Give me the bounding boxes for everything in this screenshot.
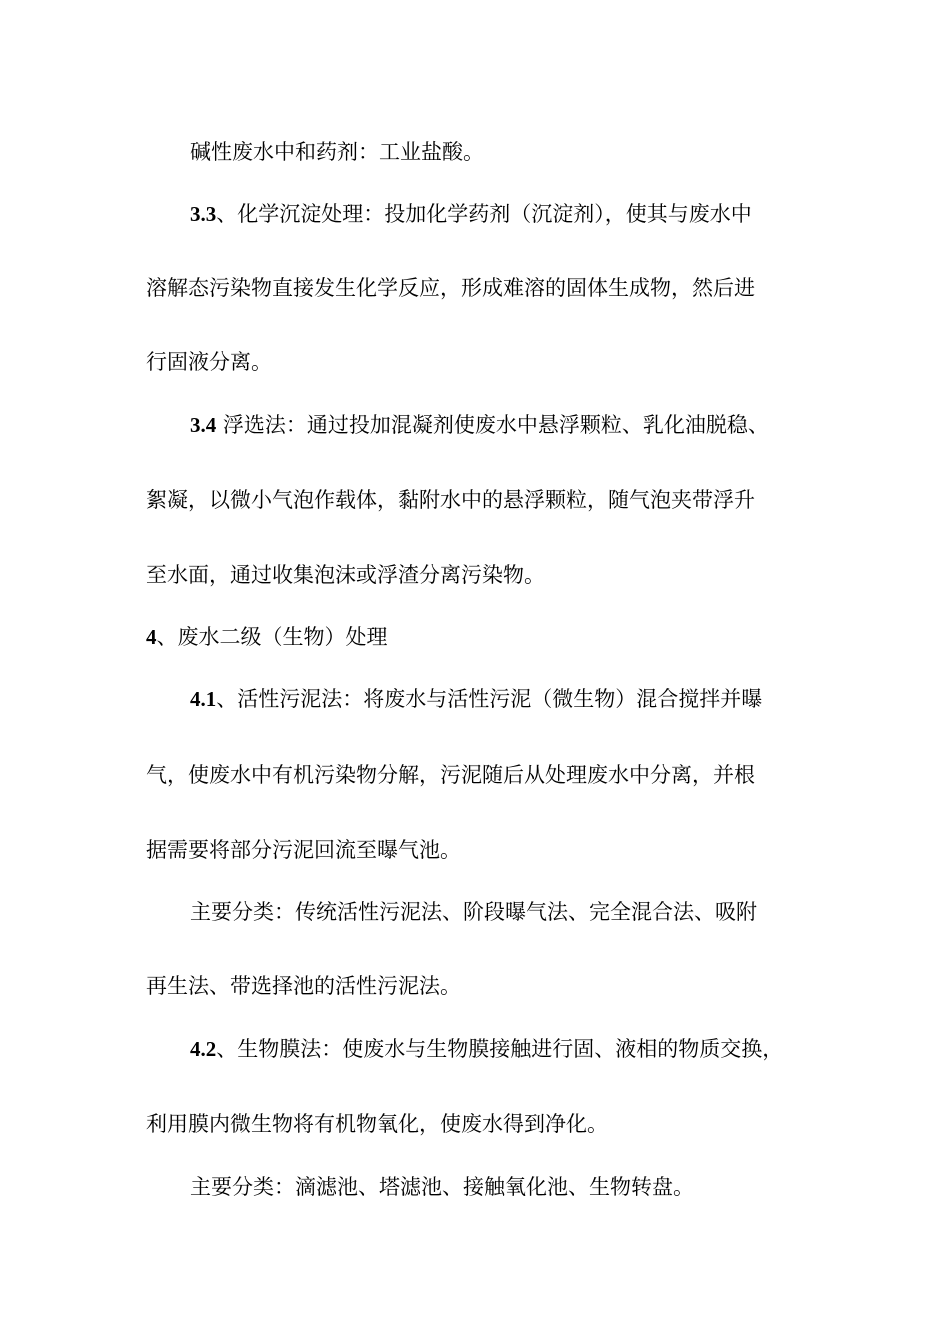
paragraph-line: 碱性废水中和药剂：工业盐酸。 bbox=[190, 140, 484, 164]
paragraph-line: 行固液分离。 bbox=[146, 350, 272, 374]
paragraph-line: 再生法、带选择池的活性污泥法。 bbox=[146, 974, 461, 998]
section-3-3-heading-line: 3.3、化学沉淀处理：投加化学药剂（沉淀剂），使其与废水中 bbox=[190, 202, 752, 226]
paragraph-line: 利用膜内微生物将有机物氧化，使废水得到净化。 bbox=[146, 1112, 608, 1136]
paragraph-line: 至水面，通过收集泡沫或浮渣分离污染物。 bbox=[146, 563, 545, 587]
section-4-heading: 4、废水二级（生物）处理 bbox=[146, 625, 388, 649]
section-3-4-heading-line: 3.4 浮选法：通过投加混凝剂使废水中悬浮颗粒、乳化油脱稳、 bbox=[190, 413, 769, 437]
paragraph-line: 主要分类：传统活性污泥法、阶段曝气法、完全混合法、吸附 bbox=[190, 900, 757, 924]
paragraph-line: 气，使废水中有机污染物分解，污泥随后从处理废水中分离，并根 bbox=[146, 763, 755, 787]
section-4-2-heading-line: 4.2、生物膜法：使废水与生物膜接触进行固、液相的物质交换， bbox=[190, 1037, 784, 1061]
section-number: 3.3 bbox=[190, 202, 217, 226]
section-number: 4.1 bbox=[190, 687, 217, 711]
paragraph-line: 主要分类：滴滤池、塔滤池、接触氧化池、生物转盘。 bbox=[190, 1175, 694, 1199]
paragraph-line: 据需要将部分污泥回流至曝气池。 bbox=[146, 838, 461, 862]
section-4-1-heading-line: 4.1、活性污泥法：将废水与活性污泥（微生物）混合搅拌并曝 bbox=[190, 687, 763, 711]
section-number: 4 bbox=[146, 625, 157, 649]
section-number: 4.2 bbox=[190, 1037, 217, 1061]
paragraph-line: 溶解态污染物直接发生化学反应，形成难溶的固体生成物，然后进 bbox=[146, 276, 755, 300]
paragraph-line: 絮凝，以微小气泡作载体，黏附水中的悬浮颗粒，随气泡夹带浮升 bbox=[146, 488, 755, 512]
section-number: 3.4 bbox=[190, 413, 217, 437]
